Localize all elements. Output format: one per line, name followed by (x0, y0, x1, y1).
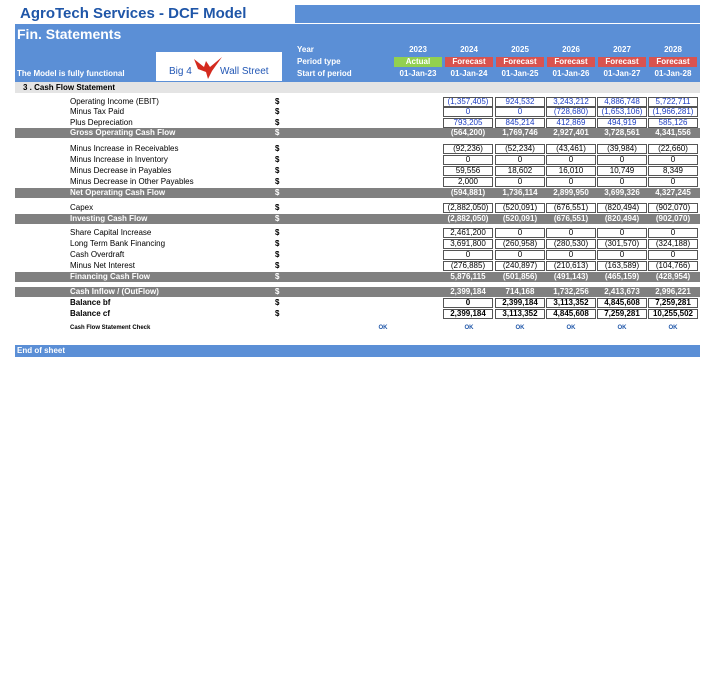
start-2024: 01-Jan-24 (450, 69, 488, 78)
value-cell: 1,769,746 (502, 128, 538, 137)
value-cell: 2,000 (443, 177, 493, 187)
currency-symbol: $ (275, 287, 280, 296)
value-cell: (104,766) (648, 261, 698, 271)
value-cell: 8,349 (648, 166, 698, 176)
value-cell: 3,728,561 (604, 128, 640, 137)
table-row (15, 166, 700, 176)
value-cell: (491,143) (553, 272, 589, 281)
period-type-2028: Forecast (649, 57, 697, 67)
value-cell: 2,413,673 (604, 287, 640, 296)
check-ok: OK (566, 325, 576, 331)
value-cell: (501,856) (502, 272, 538, 281)
check-ok: OK (617, 325, 627, 331)
value-cell: 793,205 (443, 118, 493, 128)
value-cell: 0 (546, 177, 596, 187)
value-cell: (276,885) (443, 261, 493, 271)
currency-symbol: $ (275, 188, 280, 197)
value-cell: (564,200) (450, 128, 486, 137)
currency-symbol: $ (275, 177, 280, 186)
value-cell: 0 (597, 177, 647, 187)
row-label: Capex (70, 203, 94, 212)
value-cell: (820,494) (597, 203, 647, 213)
start-2027: 01-Jan-27 (603, 69, 641, 78)
value-cell: 0 (443, 155, 493, 165)
row-label: Investing Cash Flow (70, 214, 148, 223)
value-cell: 0 (648, 250, 698, 260)
value-cell: (820,494) (604, 214, 640, 223)
value-cell: 0 (648, 228, 698, 238)
logo-text-right: Wall Street (220, 66, 269, 77)
value-cell: (260,958) (495, 239, 545, 249)
table-row (15, 155, 700, 165)
value-cell: 5,722,711 (648, 97, 698, 107)
functional-note: The Model is fully functional (17, 69, 125, 78)
value-cell: (428,954) (655, 272, 691, 281)
value-cell: (902,070) (655, 214, 691, 223)
year-2025: 2025 (511, 45, 529, 54)
table-row (15, 97, 700, 107)
value-cell: 3,691,800 (443, 239, 493, 249)
currency-symbol: $ (275, 250, 280, 259)
row-label: Operating Income (EBIT) (70, 97, 159, 106)
row-label: Share Capital Increase (70, 228, 152, 237)
value-cell: 0 (495, 177, 545, 187)
value-cell: 7,259,281 (648, 298, 698, 308)
value-cell: (676,551) (546, 203, 596, 213)
end-of-sheet: End of sheet (15, 345, 700, 357)
year-label: Year (297, 45, 314, 54)
currency-symbol: $ (275, 144, 280, 153)
value-cell: 0 (495, 228, 545, 238)
value-cell: 5,876,115 (450, 272, 486, 281)
row-label: Balance bf (70, 298, 111, 307)
logo-text-left: Big 4 (169, 66, 192, 77)
currency-symbol: $ (275, 261, 280, 270)
value-cell: (210,613) (546, 261, 596, 271)
value-cell: 0 (648, 177, 698, 187)
row-label: Minus Increase in Inventory (70, 155, 168, 164)
start-2028: 01-Jan-28 (654, 69, 692, 78)
value-cell: 59,556 (443, 166, 493, 176)
value-cell: (1,653,106) (597, 107, 647, 117)
value-cell: 0 (495, 155, 545, 165)
value-cell: (1,357,405) (443, 97, 493, 107)
value-cell: (594,881) (450, 188, 486, 197)
value-cell: 0 (443, 298, 493, 308)
currency-symbol: $ (275, 128, 280, 137)
row-label: Minus Tax Paid (70, 107, 125, 116)
value-cell: (22,660) (648, 144, 698, 154)
currency-symbol: $ (275, 214, 280, 223)
value-cell: 0 (495, 107, 545, 117)
value-cell: (163,589) (597, 261, 647, 271)
value-cell: (92,236) (443, 144, 493, 154)
value-cell: 4,886,748 (597, 97, 647, 107)
row-label: Balance cf (70, 309, 111, 318)
value-cell: 4,845,608 (546, 309, 596, 319)
table-row (15, 177, 700, 187)
year-2027: 2027 (613, 45, 631, 54)
value-cell: 845,214 (495, 118, 545, 128)
value-cell: 0 (648, 155, 698, 165)
year-2023: 2023 (409, 45, 427, 54)
value-cell: (1,966,281) (648, 107, 698, 117)
table-row (15, 309, 700, 319)
table-row (15, 203, 700, 213)
currency-symbol: $ (275, 228, 280, 237)
start-period-label: Start of period (297, 69, 352, 78)
value-cell: 3,113,352 (495, 309, 545, 319)
value-cell: (2,882,050) (447, 214, 489, 223)
table-row (15, 287, 700, 297)
row-label: Gross Operating Cash Flow (70, 128, 176, 137)
value-cell: 3,243,212 (546, 97, 596, 107)
row-label: Minus Decrease in Payables (70, 166, 172, 175)
year-2026: 2026 (562, 45, 580, 54)
period-type-2025: Forecast (496, 57, 544, 67)
start-2025: 01-Jan-25 (501, 69, 539, 78)
value-cell: 2,996,221 (655, 287, 691, 296)
table-row (15, 144, 700, 154)
value-cell: 4,327,245 (655, 188, 691, 197)
value-cell: 0 (546, 250, 596, 260)
value-cell: 16,010 (546, 166, 596, 176)
start-2023: 01-Jan-23 (399, 69, 437, 78)
value-cell: 0 (443, 250, 493, 260)
currency-symbol: $ (275, 298, 280, 307)
table-row (15, 128, 700, 138)
row-label: Minus Increase in Receivables (70, 144, 179, 153)
value-cell: (324,188) (648, 239, 698, 249)
value-cell: 2,399,184 (450, 287, 486, 296)
row-label: Minus Net Interest (70, 261, 135, 270)
value-cell: (280,530) (546, 239, 596, 249)
value-cell: 2,461,200 (443, 228, 493, 238)
value-cell: 10,749 (597, 166, 647, 176)
check-label: Cash Flow Statement Check (70, 325, 151, 331)
row-label: Long Term Bank Financing (70, 239, 166, 248)
value-cell: 494,919 (597, 118, 647, 128)
table-row (15, 107, 700, 117)
value-cell: 1,732,256 (553, 287, 589, 296)
check-ok: OK (668, 325, 678, 331)
value-cell: (43,461) (546, 144, 596, 154)
table-row (15, 250, 700, 260)
value-cell: 0 (546, 228, 596, 238)
value-cell: 2,399,184 (443, 309, 493, 319)
period-type-2027: Forecast (598, 57, 646, 67)
value-cell: 2,899,950 (553, 188, 589, 197)
currency-symbol: $ (275, 107, 280, 116)
value-cell: (465,159) (604, 272, 640, 281)
value-cell: 0 (597, 155, 647, 165)
value-cell: 412,869 (546, 118, 596, 128)
value-cell: (520,091) (502, 214, 538, 223)
row-label: Minus Decrease in Other Payables (70, 177, 194, 186)
sheet-subtitle: Fin. Statements (17, 26, 122, 42)
period-type-2024: Forecast (445, 57, 493, 67)
year-2024: 2024 (460, 45, 478, 54)
row-label: Net Operating Cash Flow (70, 188, 166, 197)
value-cell: 0 (597, 250, 647, 260)
value-cell: 18,602 (495, 166, 545, 176)
currency-symbol: $ (275, 166, 280, 175)
value-cell: (2,882,050) (443, 203, 493, 213)
table-row (15, 228, 700, 238)
company-logo (156, 52, 282, 81)
value-cell: (728,680) (546, 107, 596, 117)
row-label: Cash Inflow / (OutFlow) (70, 287, 159, 296)
value-cell: 4,341,556 (655, 128, 691, 137)
start-2026: 01-Jan-26 (552, 69, 590, 78)
value-cell: 7,259,281 (597, 309, 647, 319)
table-row (15, 261, 700, 271)
year-2028: 2028 (664, 45, 682, 54)
value-cell: 585,126 (648, 118, 698, 128)
value-cell: 0 (443, 107, 493, 117)
table-row (15, 239, 700, 249)
currency-symbol: $ (275, 97, 280, 106)
value-cell: (39,984) (597, 144, 647, 154)
value-cell: 10,255,502 (648, 309, 698, 319)
period-type-label: Period type (297, 57, 341, 66)
row-label: Financing Cash Flow (70, 272, 151, 281)
value-cell: (676,551) (553, 214, 589, 223)
section-title: 3 . Cash Flow Statement (15, 82, 700, 93)
currency-symbol: $ (275, 155, 280, 164)
value-cell: 4,845,608 (597, 298, 647, 308)
value-cell: (902,070) (648, 203, 698, 213)
currency-symbol: $ (275, 118, 280, 127)
table-row (15, 188, 700, 198)
value-cell: (301,570) (597, 239, 647, 249)
value-cell: (52,234) (495, 144, 545, 154)
table-row (15, 118, 700, 128)
currency-symbol: $ (275, 309, 280, 318)
value-cell: 924,532 (495, 97, 545, 107)
value-cell: (520,091) (495, 203, 545, 213)
check-ok: OK (515, 325, 525, 331)
value-cell: 0 (546, 155, 596, 165)
value-cell: 0 (495, 250, 545, 260)
currency-symbol: $ (275, 272, 280, 281)
value-cell: 3,699,326 (604, 188, 640, 197)
table-row (15, 298, 700, 308)
value-cell: 0 (597, 228, 647, 238)
value-cell: 714,168 (505, 287, 535, 296)
value-cell: 3,113,352 (546, 298, 596, 308)
currency-symbol: $ (275, 239, 280, 248)
value-cell: 1,736,114 (502, 188, 538, 197)
check-ok: OK (464, 325, 474, 331)
value-cell: 2,927,401 (553, 128, 589, 137)
row-label: Plus Depreciation (70, 118, 133, 127)
check-ok: OK (378, 325, 388, 331)
table-row (15, 272, 700, 282)
model-title: AgroTech Services - DCF Model (15, 5, 295, 23)
period-type-2026: Forecast (547, 57, 595, 67)
value-cell: 2,399,184 (495, 298, 545, 308)
table-row (15, 214, 700, 224)
value-cell: (240,897) (495, 261, 545, 271)
currency-symbol: $ (275, 203, 280, 212)
row-label: Cash Overdraft (70, 250, 125, 259)
period-type-2023: Actual (394, 57, 442, 67)
header-band-top (295, 5, 700, 23)
